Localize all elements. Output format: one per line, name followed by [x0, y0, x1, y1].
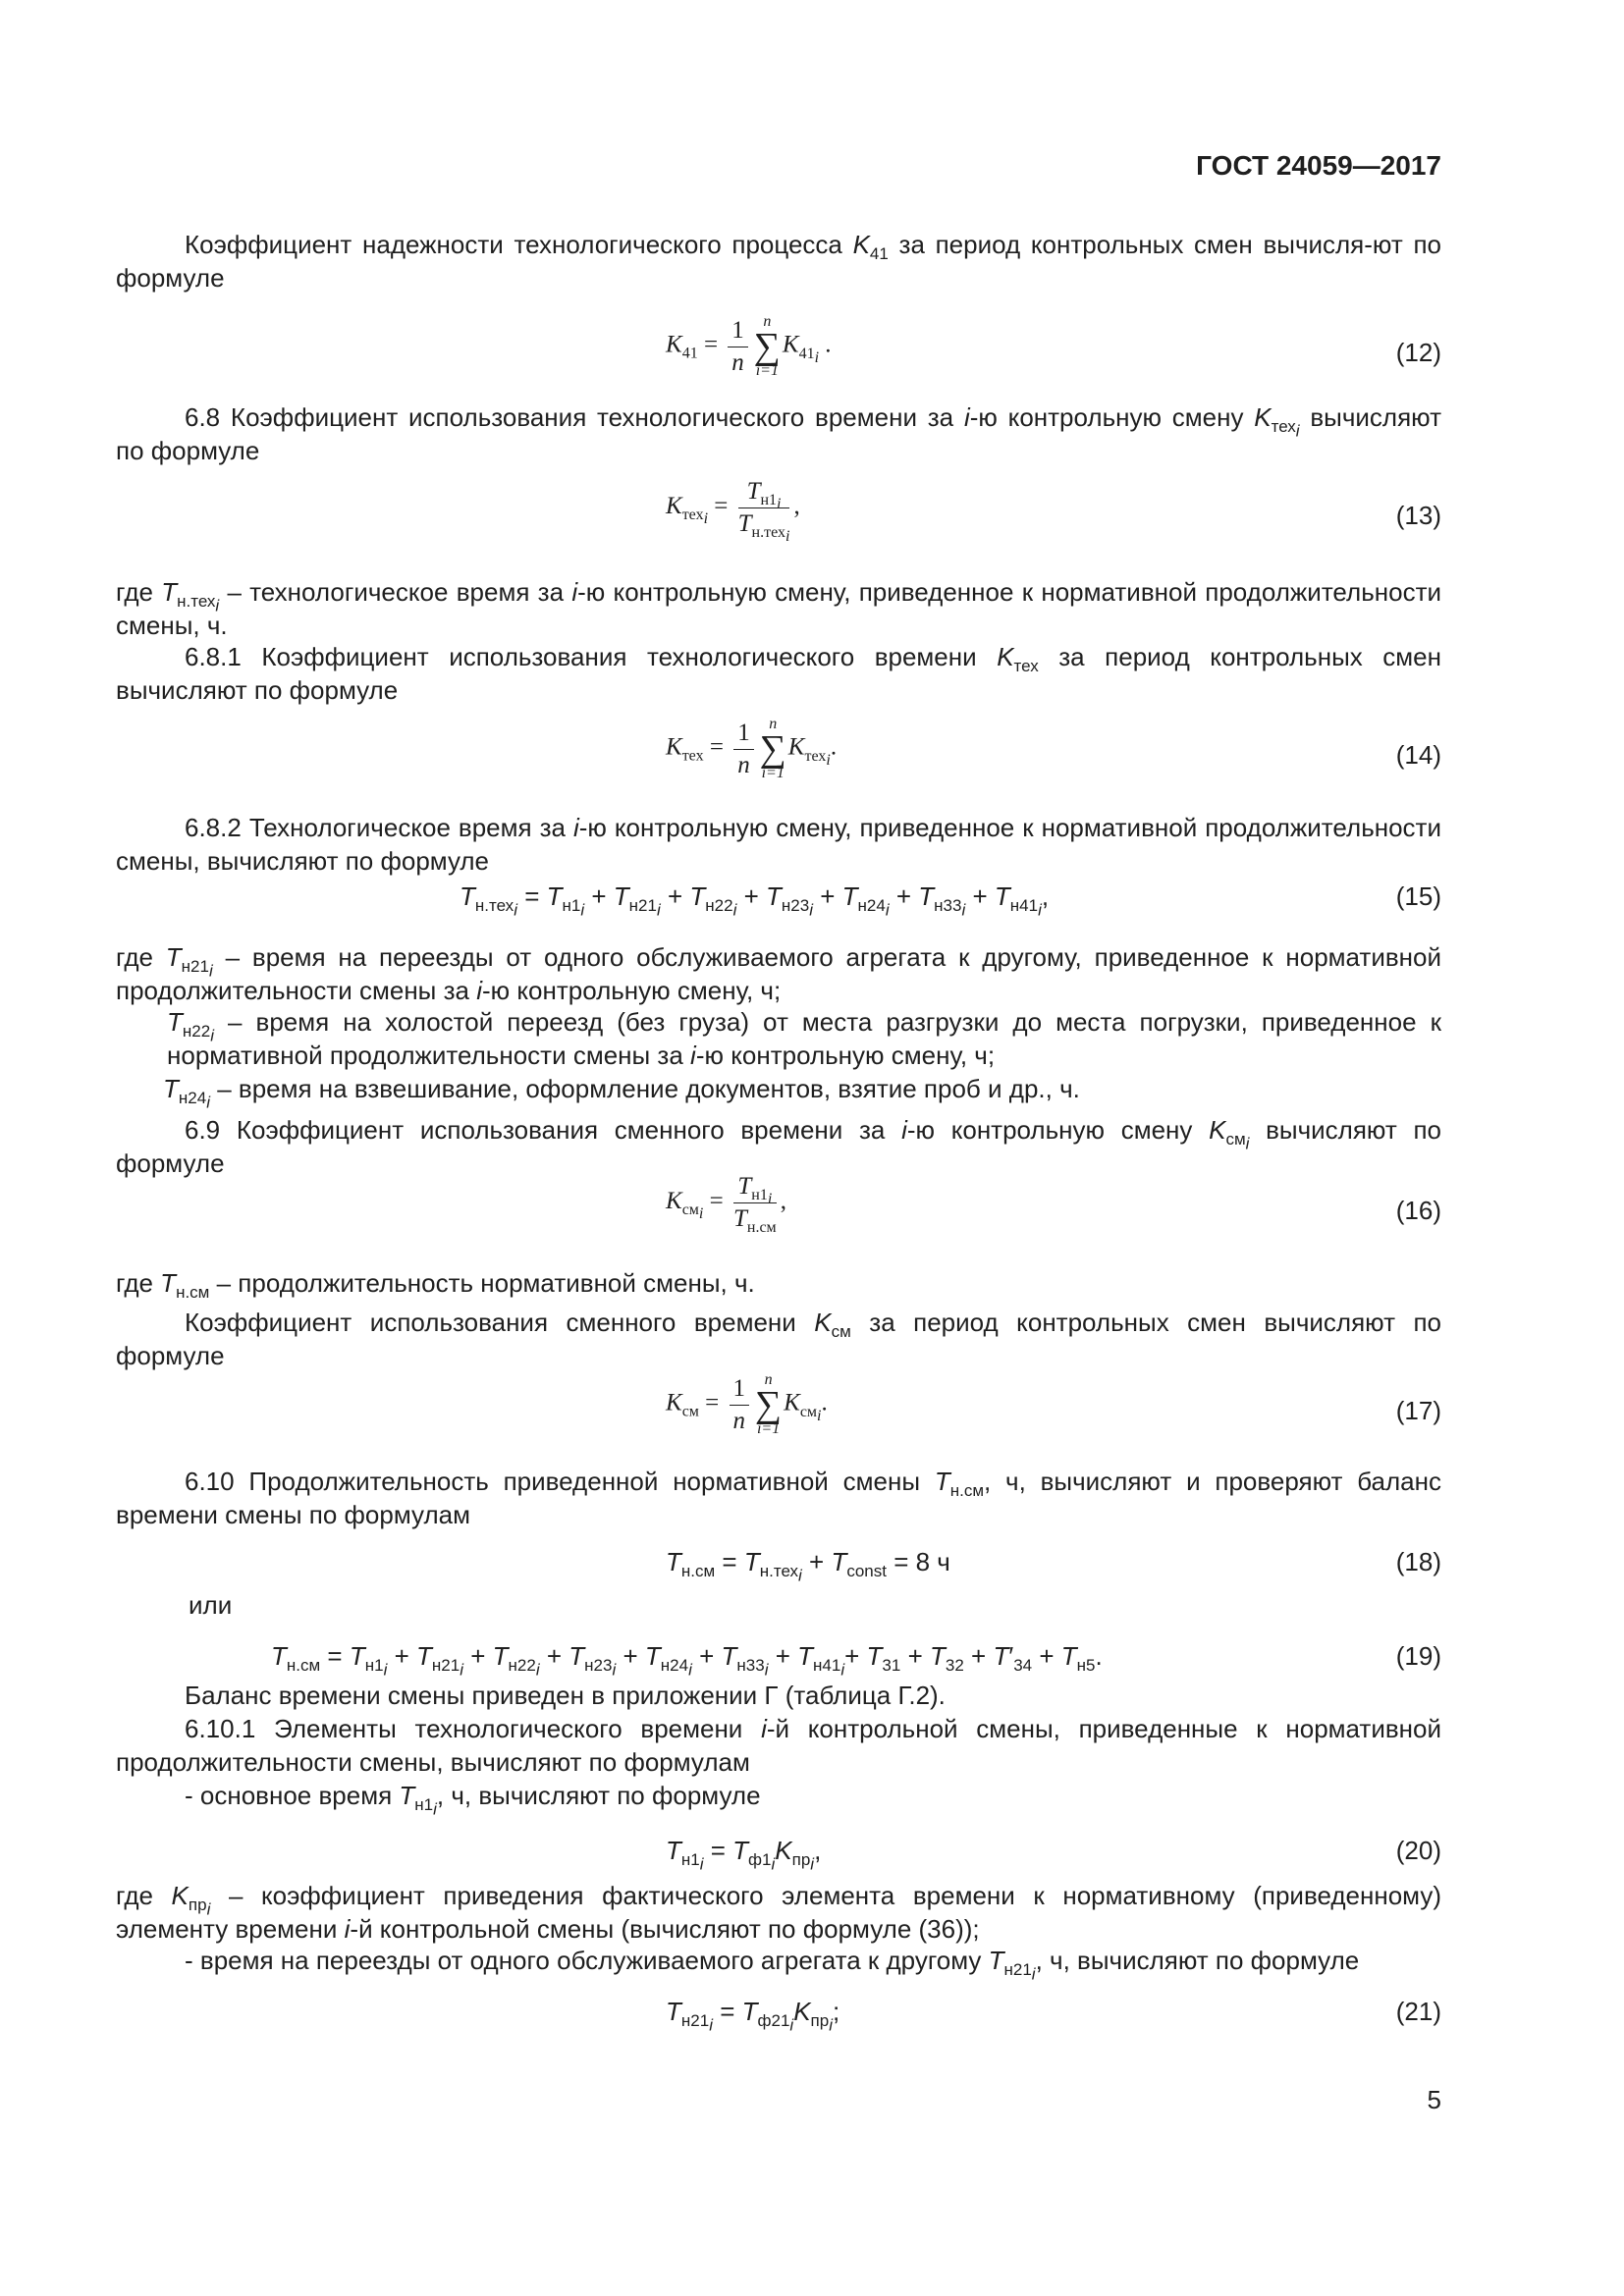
formula-number: (13) — [1395, 501, 1441, 530]
text: - основное время — [185, 1781, 400, 1810]
text: вычисляют по формуле — [116, 1115, 1441, 1178]
formula-17: $K_{см}$ = $\frac{1}{n}$ n ∑ i=1 $K_{см_i}$. (17) — [666, 1371, 1441, 1437]
text: 6.9 Коэффициент использования сменного времени за — [185, 1115, 902, 1145]
formula-21: $T_{н21_i} = T_{ф21_i}K_{пр_i}$; (21) — [666, 1997, 1441, 2035]
paragraph-6-8: 6.8 Коэффициент использования технологического времени за i-ю контрольную смену $K_{тех_i}$ вычисляют по формуле — [116, 402, 1442, 465]
formula-number: (17) — [1395, 1396, 1441, 1425]
text: – время на холостой переезд (без груза) от места разгрузки до места погрузки, приведенное к нормативной продолжительности смены за — [167, 1007, 1441, 1070]
paragraph-6-10: 6.10 Продолжительность приведенной нормативной смены $T_{н.см}$, ч, вычисляют и проверяют баланс времени смены по формулам — [116, 1467, 1441, 1529]
where-15-1: где $T_{н21_i}$ – время на переезды от одного обслуживаемого агрегата к другому, приведенное к нормативной продолжительности смены за i-ю контрольную смену, ч; — [116, 942, 1442, 1005]
text: -й контрольной смены, приведенные к нормативной продолжительности смены, вычисляют по формулам — [116, 1714, 1442, 1777]
where-20: где $K_{пр_i}$ – коэффициент приведения фактического элемента времени к нормативному (приведенному) элементу времени i-й контрольной смены (вычисляют по формуле (36)); — [116, 1881, 1441, 1944]
text: -ю контрольную смену, ч; — [695, 1041, 996, 1070]
text: где — [116, 1881, 172, 1910]
text: 6.8.1 Коэффициент использования технологического времени — [185, 642, 998, 671]
text: 6.10 Продолжительность приведенной нормативной смены — [185, 1467, 935, 1496]
text-ili: или — [189, 1590, 233, 1620]
text: за период контрольных смен вычисляют по формуле — [116, 642, 1442, 705]
formula-18: $T_{н.см} = T_{н.тех_i} + T_{const} = 8$ ч (18) — [666, 1547, 1441, 1585]
text: – время на переезды от одного обслуживаемого агрегата к другому, приведенное к нормативной продолжительности смены за — [116, 942, 1442, 1005]
formula-12: $K_{41}$ = $\frac{1}{n}$ n ∑ i=1 $K_{41_i}$ . (12) — [666, 313, 1441, 379]
text: -ю контрольную смену, ч; — [481, 976, 782, 1005]
text: 6.8.2 Технологическое время за — [185, 813, 573, 842]
paragraph-balance: Баланс времени смены приведен в приложении Г (таблица Г.2). — [185, 1681, 946, 1710]
text: где — [116, 942, 166, 972]
text: -ю контрольную смену, приведенное к нормативной продолжительности смены, ч. — [116, 577, 1441, 640]
text: Коэффициент надежности технологического процесса — [185, 230, 853, 259]
text: – продолжительность нормативной смены, ч. — [209, 1268, 755, 1298]
formula-number: (19) — [1395, 1641, 1441, 1671]
formula-16: $K_{см_i}$ = $\frac{T_{н1_i}}{T_{н.см}}$ , (16) — [666, 1173, 1441, 1236]
paragraph-6-8-1: 6.8.1 Коэффициент использования технологического времени $K_{тех}$ за период контрольных смен вычисляют по формуле — [116, 642, 1442, 705]
paragraph-6-9: 6.9 Коэффициент использования сменного времени за i-ю контрольную смену $K_{см_i}$ вычисляют по формуле — [116, 1115, 1441, 1178]
formula-15: $T_{н.тех_i} = T_{н1_i} + T_{н21_i} + T_{н22_i} + T_{н23_i} + T_{н24_i} + T_{н33_i} + T_{н41_i}$, (15) — [460, 881, 1441, 920]
text: вычисляют по формуле — [116, 402, 1442, 465]
formula-20: $T_{н1_i} = T_{ф1_i}K_{пр_i}$, (20) — [666, 1836, 1441, 1874]
text: 6.10.1 Элементы технологического времени — [185, 1714, 762, 1743]
text: - время на переезды от одного обслуживаемого агрегата к другому — [185, 1946, 989, 1975]
formula-number: (15) — [1395, 881, 1441, 911]
where-15-2: $T_{н22_i}$ – время на холостой переезд (без груза) от места разгрузки до места погрузки, приведенное к нормативной продолжительности смены за i-ю контрольную смену, ч; — [167, 1007, 1441, 1070]
formula-14: $K_{тех}$ = $\frac{1}{n}$ n ∑ i=1 $K_{тех_i}$. (14) — [666, 716, 1441, 781]
text: – технологическое время за — [219, 577, 572, 607]
paragraph-ksm: Коэффициент использования сменного времени $K_{см}$ за период контрольных смен вычисляют по формуле — [116, 1308, 1441, 1370]
text: -ю контрольную смену — [906, 1115, 1210, 1145]
text: где — [116, 577, 162, 607]
text: -ю контрольную смену, приведенное к нормативной продолжительности смены, вычисляют по формуле — [116, 813, 1441, 876]
where-15-3: $T_{н24_i}$ – время на взвешивание, оформление документов, взятие проб и др., ч. — [163, 1074, 1080, 1112]
text: где — [116, 1268, 161, 1298]
page-number: 5 — [1427, 2085, 1441, 2114]
formula-number: (21) — [1395, 1997, 1441, 2026]
bullet-main-time: - основное время $T_{н1_i}$, ч, вычисляют по формуле — [185, 1781, 761, 1819]
formula-number: (16) — [1395, 1196, 1441, 1225]
formula-number: (20) — [1395, 1836, 1441, 1865]
text: за период контрольных смен вычисляют по формуле — [116, 1308, 1441, 1370]
formula-number: (14) — [1395, 740, 1441, 770]
text: , ч, вычисляют и проверяют баланс времени смены по формулам — [116, 1467, 1441, 1529]
where-13: где $T_{н.тех_i}$ – технологическое время за i-ю контрольную смену, приведенное к нормативной продолжительности смены, ч. — [116, 577, 1441, 640]
text: Коэффициент использования сменного времени — [185, 1308, 815, 1337]
paragraph-6-8-2: 6.8.2 Технологическое время за i-ю контрольную смену, приведенное к нормативной продолжительности смены, вычисляют по формуле — [116, 813, 1441, 876]
where-16: где $T_{н.см}$ – продолжительность нормативной смены, ч. — [116, 1268, 755, 1303]
formula-19: $T_{н.см} = T_{н1_i} + T_{н21_i} + T_{н22_i} + T_{н23_i} + T_{н24_i} + T_{н33_i} + T_{н41_i}+ T_{31} + T_{32} + T'_{34} + T_{н5}$. (19) — [271, 1641, 1441, 1680]
bullet-transfer-time: - время на переезды от одного обслуживаемого агрегата к другому $T_{н21_i}$, ч, вычисляют по формуле — [185, 1946, 1360, 1984]
text: за период контрольных смен вычисля-ют по формуле — [116, 230, 1441, 293]
text: , ч, вычисляют по формуле — [1035, 1946, 1360, 1975]
formula-number: (12) — [1395, 338, 1441, 367]
text: 6.8 Коэффициент использования технологического времени за — [185, 402, 964, 432]
paragraph-k41: Коэффициент надежности технологического процесса $K_{41}$ за период контрольных смен вычисля-ют по формуле — [116, 230, 1441, 293]
formula-13: $K_{тех_i}$ = $\frac{T_{н1_i}}{T_{н.тех_i}}$ , (13) — [666, 478, 1441, 546]
text: -ю контрольную смену — [969, 402, 1255, 432]
standard-designation: ГОСТ 24059—2017 — [1196, 150, 1441, 181]
formula-number: (18) — [1395, 1547, 1441, 1576]
text: – коэффициент приведения фактического элемента времени к нормативному (приведенному) элементу времени — [116, 1881, 1441, 1944]
text: – время на взвешивание, оформление документов, взятие проб и др., ч. — [209, 1074, 1080, 1103]
text: -й контрольной смены (вычисляют по формуле (36)); — [350, 1914, 980, 1944]
paragraph-6-10-1: 6.10.1 Элементы технологического времени i-й контрольной смены, приведенные к нормативной продолжительности смены, вычисляют по формулам — [116, 1714, 1442, 1777]
text: , ч, вычисляют по формуле — [436, 1781, 761, 1810]
